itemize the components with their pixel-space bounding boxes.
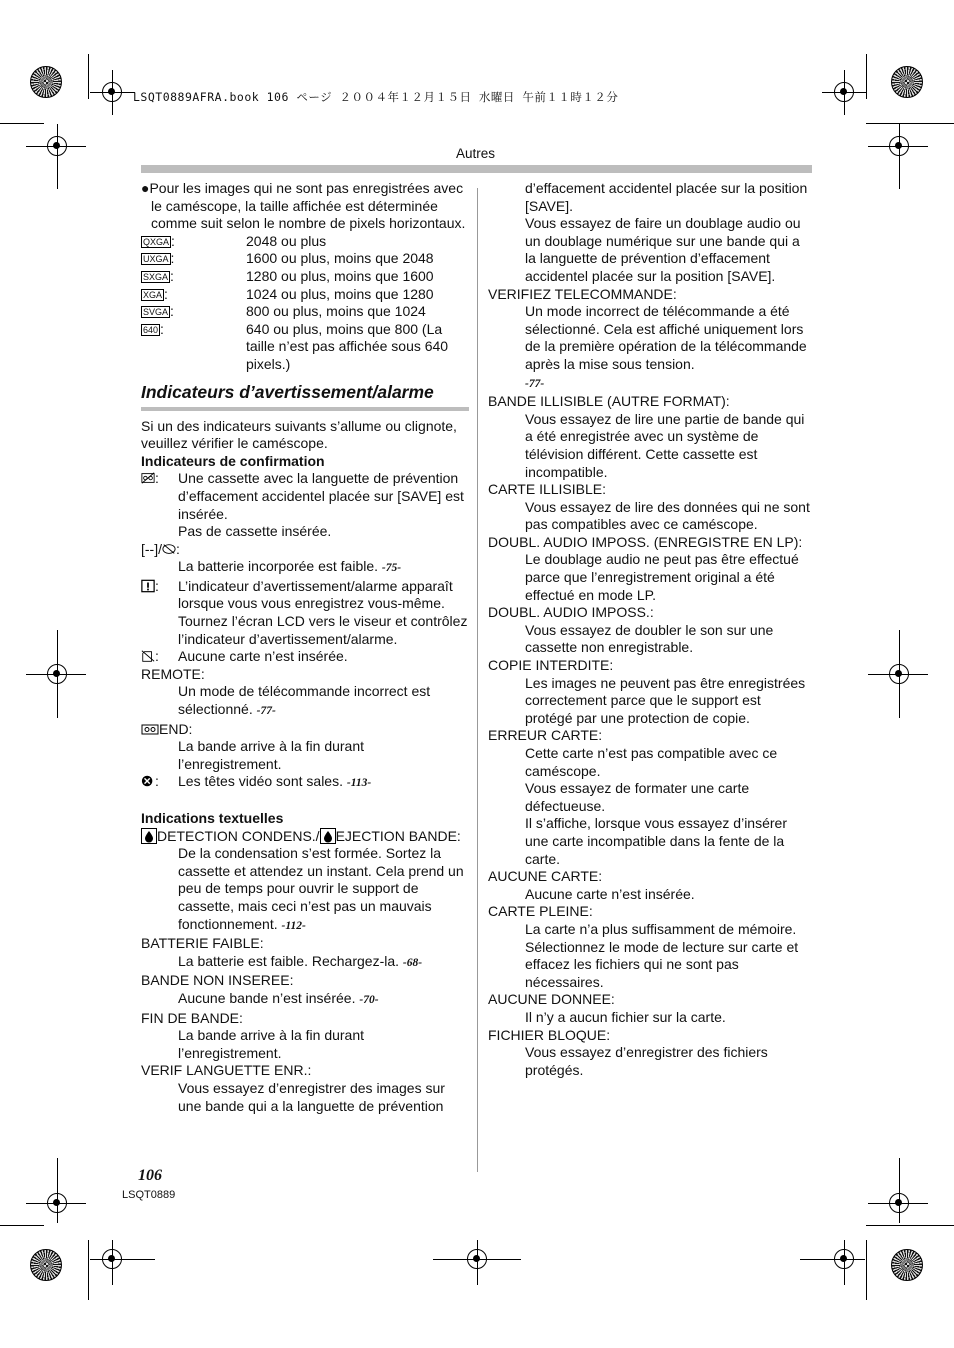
size-table (141, 233, 469, 374)
confirm-title: Indicateurs de confirmation (141, 452, 325, 469)
entry-text: Cette carte n’est pas compatible avec ce caméscope. (525, 745, 778, 779)
print-info: LSQT0889AFRA.book 106 ページ ２００４年１２月１５日 水曜日 午前１１時１２分 (133, 90, 619, 104)
warning-entry: : L’indicateur d’avertissement/alarme apparaît lorsque vous vous enregistrez vous-même. Tournez l’écran LCD vers le viseur et contrôlez l’indicateur d’avertissement/alarme. (141, 578, 469, 648)
entry-label: DOUBL. AUDIO IMPOSS. (ENREGISTRE EN LP): (488, 533, 803, 550)
entry-text: Vous essayez d’enregistrer des fichiers protégés. (525, 1044, 768, 1078)
entry-text: Aucune bande n’est insérée. -70- (178, 989, 379, 1006)
cassette-entry: : Une cassette avec la languette de prévention d’effacement accidentel placée sur [SAVE] est insérée. Pas de cassette insérée. (141, 470, 469, 540)
condensation-icon (141, 828, 157, 844)
header-rule (141, 165, 812, 173)
entry-text: Aucune carte n’est insérée. (525, 885, 695, 902)
entry-label: FICHIER BLOQUE: (488, 1026, 611, 1043)
crop-line (868, 146, 928, 147)
registration-rosette-icon (891, 66, 923, 98)
remote-text: Un mode de télécommande incorrect est sélectionné. -77- (178, 683, 431, 718)
crop-line (26, 146, 86, 147)
heading-rule (141, 407, 469, 411)
entry-text: Il n’y a aucun fichier sur la carte. (525, 1008, 726, 1025)
end-text: La bande arrive à la fin durant l’enregistrement. (178, 738, 365, 772)
dirty-heads-icon (141, 774, 155, 788)
entry-label: DOUBL. AUDIO IMPOSS.: (488, 604, 654, 621)
trim-mark (0, 123, 44, 124)
crop-line (26, 1203, 86, 1204)
remote-label: REMOTE: (141, 665, 205, 682)
condens-label: DETECTION CONDENS./ EJECTION BANDE: (141, 828, 469, 846)
size-row: SXGA : 1280 ou plus, moins que 1600 (143, 267, 434, 284)
size-row: XGA : 1024 ou plus, moins que 1280 (143, 285, 434, 302)
crop-line (57, 630, 58, 718)
entry-label: AUCUNE CARTE: (488, 868, 603, 885)
battery-label: [--]/ : (141, 540, 180, 557)
battery-low-icon (162, 542, 176, 556)
nocard-entry: : Aucune carte n’est insérée. (141, 648, 469, 666)
registration-rosette-icon (891, 1249, 923, 1281)
crop-line (90, 1259, 155, 1260)
entry-text: Vous essayez d’enregistrer des images sur une bande qui a la languette de prévention (178, 1079, 445, 1114)
entry-label: BATTERIE FAIBLE: (141, 935, 264, 952)
section-title: Autres (456, 146, 496, 161)
entry-text: Vous essayez de formater une carte défectueuse. (525, 780, 750, 814)
entry-text: Le doublage audio ne peut pas être effectué parce que l’enregistrement original a été effectué en mode LP. (525, 551, 799, 603)
crop-line (844, 1240, 845, 1285)
entry-text: Les images ne peuvent pas être enregistrées correctement parce que le support est protégé par une protection de copie. (525, 674, 806, 726)
entry-text: Un mode incorrect de télécommande a été sélectionné. Cela est affiché uniquement lors de la première opération de la télécommande après la mise sous tension. (525, 303, 807, 372)
crop-line (112, 70, 113, 115)
trim-mark (866, 1225, 954, 1226)
intro-bullet: ●Pour les images qui ne sont pas enregistrées avec le caméscope, la taille affichée est déterminée comme suit selon le nombre de pixels horizontaux. (141, 180, 466, 232)
intro-text: Si un des indicateurs suivants s’allume ou clignote, veuillez vérifier le caméscope. (141, 417, 457, 452)
entry-text: La carte n’a plus suffisamment de mémoire. Sélectionnez le mode de lecture sur carte et effacez les fichiers qui ne sont pas nécessaires. (525, 920, 799, 990)
entry-label: CARTE ILLISIBLE: (488, 481, 607, 498)
right-column (488, 180, 812, 1079)
page-number: 106 (138, 1167, 162, 1184)
end-label: END: (141, 721, 469, 739)
crop-line (477, 1240, 478, 1285)
bullet-icon: ● (141, 180, 150, 196)
trim-mark (88, 1240, 89, 1300)
left-column (141, 180, 469, 1115)
crop-line (112, 1240, 113, 1285)
entry-label: ERREUR CARTE: (488, 727, 603, 744)
trim-mark (88, 54, 89, 99)
crop-line (57, 1158, 58, 1223)
crop-line (899, 1158, 900, 1223)
size-row: SVGA : 800 ou plus, moins que 1024 (143, 303, 426, 320)
warning-icon (141, 579, 155, 593)
continued-text: Vous essayez de faire un doublage audio ou un doublage numérique sur une bande qui a la languette de prévention d’effacement accidentel placée sur la position [SAVE]. (525, 215, 801, 284)
continued-text: d’effacement accidentel placée sur la position [SAVE]. (525, 180, 808, 214)
no-card-icon (141, 649, 155, 663)
trim-mark (866, 123, 954, 124)
battery-text: La batterie incorporée est faible. -75- (178, 558, 402, 575)
entry-label: FIN DE BANDE: (141, 1009, 243, 1026)
registration-rosette-icon (30, 66, 62, 98)
tape-end-icon (141, 722, 159, 736)
entry-text: Vous essayez de lire des données qui ne sont pas compatibles avec ce caméscope. (525, 498, 810, 533)
entry-text: La batterie est faible. Rechargez-la. -68- (178, 952, 423, 969)
entry-label: CARTE PLEINE: (488, 903, 593, 920)
crop-line (844, 70, 845, 115)
column-divider (477, 188, 478, 1172)
entry-label: BANDE NON INSEREE: (141, 972, 294, 989)
trim-mark (866, 54, 867, 99)
crop-line (800, 1259, 865, 1260)
size-row: UXGA : 1600 ou plus, moins que 2048 (143, 250, 434, 267)
crop-line (899, 124, 900, 189)
crop-line (868, 674, 928, 675)
crop-line (868, 1203, 928, 1204)
entry-text: Vous essayez de lire une partie de bande qui a été enregistrée avec un système de télévision différent. Cette cassette est incompatible. (525, 410, 805, 480)
entry-label: BANDE ILLISIBLE (AUTRE FORMAT): (488, 393, 730, 410)
section-heading: Indicateurs d’avertissement/alarme (141, 381, 434, 402)
document-code: LSQT0889 (122, 1189, 176, 1201)
entry-text: La bande arrive à la fin durant l’enregistrement. (178, 1027, 365, 1061)
condens-text: De la condensation s’est formée. Sortez la cassette et attendez un instant. Cela prend un peu de temps pour ouvrir le support de cassette, mais ceci n’est pas un mauvais fonctionnement. -112- (178, 845, 464, 932)
crop-line (26, 674, 86, 675)
entry-label: VERIFIEZ TELECOMMANDE: (488, 285, 677, 302)
heads-entry: : Les têtes vidéo sont sales. -113- (141, 773, 469, 793)
entry-text: Vous essayez de doubler le son sur une cassette non enregistrable. (525, 621, 774, 656)
entry-label: COPIE INTERDITE: (488, 657, 614, 674)
entry-text: Il s’affiche, lorsque vous essayez d’insérer une carte incompatible dans la fente de la carte. (525, 815, 787, 867)
cassette-save-icon (141, 471, 155, 485)
trim-mark (866, 1240, 867, 1300)
crop-line (899, 630, 900, 718)
entry-ref: -77- (525, 377, 545, 390)
size-row: 640 : 640 ou plus, moins que 800 (La taille n’est pas affichée sous 640 pixels.) (143, 320, 449, 372)
entry-label: VERIF LANGUETTE ENR.: (141, 1062, 312, 1079)
trim-mark (0, 1225, 44, 1226)
text-title: Indications textuelles (141, 810, 284, 826)
entry-label: AUCUNE DONNEE: (488, 991, 615, 1008)
size-row: QXGA : 2048 ou plus (143, 232, 327, 249)
condensation-icon (320, 828, 336, 844)
registration-rosette-icon (30, 1249, 62, 1281)
crop-line (57, 124, 58, 189)
